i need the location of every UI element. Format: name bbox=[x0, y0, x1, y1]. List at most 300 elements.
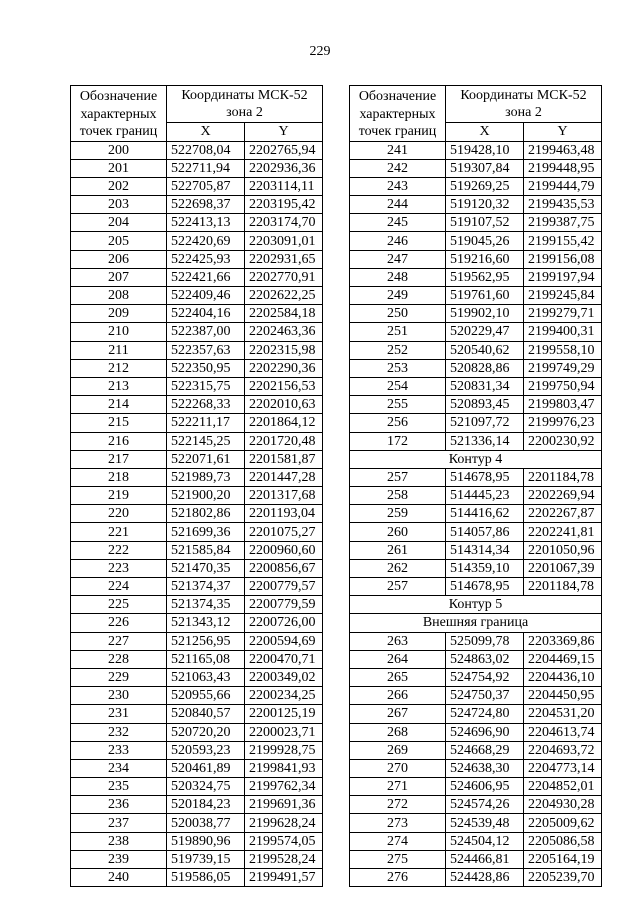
point-id-cell: 244 bbox=[350, 196, 446, 214]
point-id-cell: 220 bbox=[71, 505, 167, 523]
y-coordinate-cell: 2200349,02 bbox=[245, 668, 323, 686]
section-row bbox=[350, 596, 602, 614]
y-coordinate-cell: 2199574,05 bbox=[245, 832, 323, 850]
section-label: Контур 5 bbox=[350, 596, 602, 614]
y-coordinate-cell: 2201184,78 bbox=[524, 578, 602, 596]
point-id-cell: 248 bbox=[350, 268, 446, 286]
x-coordinate-cell: 524638,30 bbox=[446, 759, 524, 777]
y-coordinate-cell: 2203114,11 bbox=[245, 177, 323, 195]
x-coordinate-cell: 524696,90 bbox=[446, 723, 524, 741]
table-row bbox=[71, 778, 323, 796]
x-coordinate-cell: 514057,86 bbox=[446, 523, 524, 541]
point-id-cell: 254 bbox=[350, 377, 446, 395]
coord-system-line1: Координаты МСК-52 bbox=[460, 88, 587, 103]
x-coordinate-cell: 520540,62 bbox=[446, 341, 524, 359]
point-id-cell: 251 bbox=[350, 323, 446, 341]
y-coordinate-cell: 2200960,60 bbox=[245, 541, 323, 559]
x-coordinate-cell: 514678,95 bbox=[446, 468, 524, 486]
point-id-cell: 226 bbox=[71, 614, 167, 632]
table-row bbox=[71, 359, 323, 377]
x-coordinate-cell: 522711,94 bbox=[167, 159, 245, 177]
point-id-cell: 231 bbox=[71, 705, 167, 723]
point-id-cell: 234 bbox=[71, 759, 167, 777]
point-id-cell: 252 bbox=[350, 341, 446, 359]
x-coordinate-cell: 520593,23 bbox=[167, 741, 245, 759]
point-id-cell: 269 bbox=[350, 741, 446, 759]
point-id-cell: 216 bbox=[71, 432, 167, 450]
x-coordinate-cell: 524574,26 bbox=[446, 796, 524, 814]
table-row bbox=[350, 468, 602, 486]
y-coordinate-cell: 2203195,42 bbox=[245, 196, 323, 214]
x-coordinate-cell: 522705,87 bbox=[167, 177, 245, 195]
table-row bbox=[71, 377, 323, 395]
table-row bbox=[350, 268, 602, 286]
y-coordinate-cell: 2199387,75 bbox=[524, 214, 602, 232]
x-coordinate-cell: 519269,25 bbox=[446, 177, 524, 195]
table-row bbox=[350, 487, 602, 505]
table-row bbox=[71, 196, 323, 214]
table-row bbox=[350, 159, 602, 177]
x-coordinate-cell: 519216,60 bbox=[446, 250, 524, 268]
x-coordinate-cell: 522425,93 bbox=[167, 250, 245, 268]
table-row bbox=[350, 650, 602, 668]
point-id-cell: 270 bbox=[350, 759, 446, 777]
x-coordinate-cell: 521802,86 bbox=[167, 505, 245, 523]
y-coordinate-cell: 2199279,71 bbox=[524, 305, 602, 323]
y-column-header: Y bbox=[524, 122, 602, 141]
x-coordinate-cell: 519890,96 bbox=[167, 832, 245, 850]
table-row bbox=[350, 305, 602, 323]
x-coordinate-cell: 514416,62 bbox=[446, 505, 524, 523]
x-coordinate-cell: 519045,26 bbox=[446, 232, 524, 250]
y-coordinate-cell: 2203369,86 bbox=[524, 632, 602, 650]
y-coordinate-cell: 2201447,28 bbox=[245, 468, 323, 486]
x-coordinate-cell: 522071,61 bbox=[167, 450, 245, 468]
point-id-cell: 260 bbox=[350, 523, 446, 541]
x-coordinate-cell: 520828,86 bbox=[446, 359, 524, 377]
y-coordinate-cell: 2199448,95 bbox=[524, 159, 602, 177]
y-coordinate-cell: 2200234,25 bbox=[245, 687, 323, 705]
y-coordinate-cell: 2199156,08 bbox=[524, 250, 602, 268]
y-coordinate-cell: 2202267,87 bbox=[524, 505, 602, 523]
y-coordinate-cell: 2199463,48 bbox=[524, 141, 602, 159]
table-row bbox=[71, 268, 323, 286]
y-coordinate-cell: 2199803,47 bbox=[524, 396, 602, 414]
point-id-cell: 258 bbox=[350, 487, 446, 505]
header-label-line3: точек границ bbox=[79, 124, 158, 139]
table-row bbox=[71, 759, 323, 777]
x-coordinate-cell: 520840,57 bbox=[167, 705, 245, 723]
table-row bbox=[71, 668, 323, 686]
y-coordinate-cell: 2201184,78 bbox=[524, 468, 602, 486]
table-row bbox=[350, 668, 602, 686]
table-row bbox=[350, 287, 602, 305]
x-column-header: X bbox=[446, 122, 524, 141]
y-coordinate-cell: 2201864,12 bbox=[245, 414, 323, 432]
table-row bbox=[350, 687, 602, 705]
x-coordinate-cell: 524724,80 bbox=[446, 705, 524, 723]
x-coordinate-cell: 514678,95 bbox=[446, 578, 524, 596]
y-coordinate-cell: 2204531,20 bbox=[524, 705, 602, 723]
y-coordinate-cell: 2202931,65 bbox=[245, 250, 323, 268]
x-coordinate-cell: 519120,32 bbox=[446, 196, 524, 214]
point-id-cell: 241 bbox=[350, 141, 446, 159]
y-coordinate-cell: 2205086,58 bbox=[524, 832, 602, 850]
point-id-cell: 274 bbox=[350, 832, 446, 850]
x-coordinate-cell: 522708,04 bbox=[167, 141, 245, 159]
coordinate-system-header bbox=[167, 86, 323, 123]
table-row bbox=[350, 232, 602, 250]
y-coordinate-cell: 2201720,48 bbox=[245, 432, 323, 450]
table-row bbox=[71, 341, 323, 359]
point-id-cell: 225 bbox=[71, 596, 167, 614]
y-coordinate-cell: 2201075,27 bbox=[245, 523, 323, 541]
y-coordinate-cell: 2199976,23 bbox=[524, 414, 602, 432]
table-row bbox=[71, 414, 323, 432]
point-id-cell: 213 bbox=[71, 377, 167, 395]
point-id-cell: 229 bbox=[71, 668, 167, 686]
table-row bbox=[350, 432, 602, 450]
y-coordinate-cell: 2199197,94 bbox=[524, 268, 602, 286]
point-id-cell: 208 bbox=[71, 287, 167, 305]
y-coordinate-cell: 2202156,53 bbox=[245, 377, 323, 395]
point-id-cell: 172 bbox=[350, 432, 446, 450]
y-coordinate-cell: 2199628,24 bbox=[245, 814, 323, 832]
x-coordinate-cell: 522357,63 bbox=[167, 341, 245, 359]
x-coordinate-cell: 521374,35 bbox=[167, 596, 245, 614]
point-id-cell: 209 bbox=[71, 305, 167, 323]
x-coordinate-cell: 519761,60 bbox=[446, 287, 524, 305]
y-coordinate-cell: 2205009,62 bbox=[524, 814, 602, 832]
x-coordinate-cell: 520955,66 bbox=[167, 687, 245, 705]
x-coordinate-cell: 521336,14 bbox=[446, 432, 524, 450]
table-row bbox=[71, 578, 323, 596]
table-row bbox=[71, 505, 323, 523]
y-coordinate-cell: 2203091,01 bbox=[245, 232, 323, 250]
header-label-line1: Обозначение bbox=[79, 89, 158, 104]
y-coordinate-cell: 2199558,10 bbox=[524, 341, 602, 359]
coordinates-table-left bbox=[70, 85, 323, 887]
table-row bbox=[350, 705, 602, 723]
point-id-cell: 201 bbox=[71, 159, 167, 177]
table-row bbox=[71, 705, 323, 723]
point-id-cell: 219 bbox=[71, 487, 167, 505]
y-coordinate-cell: 2202770,91 bbox=[245, 268, 323, 286]
table-row bbox=[71, 450, 323, 468]
table-row bbox=[71, 468, 323, 486]
point-id-cell: 204 bbox=[71, 214, 167, 232]
table-row bbox=[71, 850, 323, 868]
table-row bbox=[71, 832, 323, 850]
point-id-cell: 206 bbox=[71, 250, 167, 268]
x-coordinate-cell: 522211,17 bbox=[167, 414, 245, 432]
header-label-line2: характерных bbox=[80, 106, 157, 122]
table-row bbox=[350, 414, 602, 432]
point-id-cell: 275 bbox=[350, 850, 446, 868]
x-coordinate-cell: 522409,46 bbox=[167, 287, 245, 305]
y-coordinate-cell: 2202765,94 bbox=[245, 141, 323, 159]
point-id-cell: 242 bbox=[350, 159, 446, 177]
x-coordinate-cell: 524428,86 bbox=[446, 869, 524, 887]
x-coordinate-cell: 521470,35 bbox=[167, 559, 245, 577]
y-coordinate-cell: 2201050,96 bbox=[524, 541, 602, 559]
point-id-cell: 232 bbox=[71, 723, 167, 741]
header-label-line2: характерных bbox=[359, 106, 436, 122]
table-row bbox=[71, 687, 323, 705]
y-coordinate-cell: 2200023,71 bbox=[245, 723, 323, 741]
y-coordinate-cell: 2204436,10 bbox=[524, 668, 602, 686]
y-coordinate-cell: 2199155,42 bbox=[524, 232, 602, 250]
coord-system-line1: Координаты МСК-52 bbox=[181, 88, 308, 103]
table-row bbox=[350, 341, 602, 359]
x-coordinate-cell: 519428,10 bbox=[446, 141, 524, 159]
x-coordinate-cell: 522698,37 bbox=[167, 196, 245, 214]
x-coordinate-cell: 514359,10 bbox=[446, 559, 524, 577]
point-id-cell: 265 bbox=[350, 668, 446, 686]
x-coordinate-cell: 524466,81 bbox=[446, 850, 524, 868]
table-row bbox=[71, 432, 323, 450]
table-row bbox=[350, 814, 602, 832]
point-id-cell: 273 bbox=[350, 814, 446, 832]
x-coordinate-cell: 524668,29 bbox=[446, 741, 524, 759]
x-coordinate-cell: 520038,77 bbox=[167, 814, 245, 832]
point-id-cell: 247 bbox=[350, 250, 446, 268]
x-coordinate-cell: 519107,52 bbox=[446, 214, 524, 232]
table-row bbox=[71, 141, 323, 159]
point-id-cell: 239 bbox=[71, 850, 167, 868]
table-row bbox=[350, 796, 602, 814]
point-label-header bbox=[350, 86, 446, 142]
table-row bbox=[71, 741, 323, 759]
table-row bbox=[350, 741, 602, 759]
y-coordinate-cell: 2199762,34 bbox=[245, 778, 323, 796]
table-row bbox=[71, 523, 323, 541]
point-id-cell: 253 bbox=[350, 359, 446, 377]
point-id-cell: 205 bbox=[71, 232, 167, 250]
point-id-cell: 212 bbox=[71, 359, 167, 377]
y-coordinate-cell: 2200230,92 bbox=[524, 432, 602, 450]
y-coordinate-cell: 2202315,98 bbox=[245, 341, 323, 359]
point-id-cell: 257 bbox=[350, 468, 446, 486]
point-id-cell: 217 bbox=[71, 450, 167, 468]
table-row bbox=[71, 323, 323, 341]
y-coordinate-cell: 2201193,04 bbox=[245, 505, 323, 523]
point-id-cell: 228 bbox=[71, 650, 167, 668]
y-coordinate-cell: 2200779,57 bbox=[245, 578, 323, 596]
x-coordinate-cell: 522268,33 bbox=[167, 396, 245, 414]
x-coordinate-cell: 520893,45 bbox=[446, 396, 524, 414]
x-coordinate-cell: 520831,34 bbox=[446, 377, 524, 395]
point-id-cell: 238 bbox=[71, 832, 167, 850]
point-id-cell: 264 bbox=[350, 650, 446, 668]
point-id-cell: 267 bbox=[350, 705, 446, 723]
y-coordinate-cell: 2201317,68 bbox=[245, 487, 323, 505]
table-row bbox=[71, 232, 323, 250]
table-row bbox=[350, 723, 602, 741]
point-id-cell: 257 bbox=[350, 578, 446, 596]
x-coordinate-cell: 521165,08 bbox=[167, 650, 245, 668]
y-coordinate-cell: 2202241,81 bbox=[524, 523, 602, 541]
point-id-cell: 203 bbox=[71, 196, 167, 214]
y-coordinate-cell: 2199245,84 bbox=[524, 287, 602, 305]
coordinate-system-header bbox=[446, 86, 602, 123]
table-row bbox=[71, 614, 323, 632]
y-coordinate-cell: 2200470,71 bbox=[245, 650, 323, 668]
point-id-cell: 207 bbox=[71, 268, 167, 286]
table-row bbox=[350, 632, 602, 650]
y-coordinate-cell: 2204930,28 bbox=[524, 796, 602, 814]
y-coordinate-cell: 2200779,59 bbox=[245, 596, 323, 614]
table-row bbox=[350, 869, 602, 887]
x-coordinate-cell: 519586,05 bbox=[167, 869, 245, 887]
header-label-line1: Обозначение bbox=[358, 89, 437, 104]
point-id-cell: 261 bbox=[350, 541, 446, 559]
x-coordinate-cell: 520461,89 bbox=[167, 759, 245, 777]
point-id-cell: 214 bbox=[71, 396, 167, 414]
x-coordinate-cell: 524504,12 bbox=[446, 832, 524, 850]
point-id-cell: 266 bbox=[350, 687, 446, 705]
table-row bbox=[350, 505, 602, 523]
table-row bbox=[71, 396, 323, 414]
point-id-cell: 246 bbox=[350, 232, 446, 250]
table-row bbox=[71, 814, 323, 832]
y-coordinate-cell: 2200125,19 bbox=[245, 705, 323, 723]
point-id-cell: 262 bbox=[350, 559, 446, 577]
x-coordinate-cell: 522350,95 bbox=[167, 359, 245, 377]
y-coordinate-cell: 2201581,87 bbox=[245, 450, 323, 468]
y-coordinate-cell: 2199400,31 bbox=[524, 323, 602, 341]
point-id-cell: 236 bbox=[71, 796, 167, 814]
y-coordinate-cell: 2205239,70 bbox=[524, 869, 602, 887]
y-coordinate-cell: 2202936,36 bbox=[245, 159, 323, 177]
table-row bbox=[350, 196, 602, 214]
y-coordinate-cell: 2201067,39 bbox=[524, 559, 602, 577]
x-coordinate-cell: 521900,20 bbox=[167, 487, 245, 505]
point-id-cell: 249 bbox=[350, 287, 446, 305]
y-coordinate-cell: 2199928,75 bbox=[245, 741, 323, 759]
x-coordinate-cell: 521374,37 bbox=[167, 578, 245, 596]
point-id-cell: 230 bbox=[71, 687, 167, 705]
y-coordinate-cell: 2199528,24 bbox=[245, 850, 323, 868]
point-id-cell: 237 bbox=[71, 814, 167, 832]
point-id-cell: 224 bbox=[71, 578, 167, 596]
x-coordinate-cell: 521585,84 bbox=[167, 541, 245, 559]
table-row bbox=[350, 523, 602, 541]
section-label: Внешняя граница bbox=[350, 614, 602, 632]
x-coordinate-cell: 522387,00 bbox=[167, 323, 245, 341]
table-row bbox=[71, 596, 323, 614]
table-row bbox=[350, 850, 602, 868]
y-coordinate-cell: 2202010,63 bbox=[245, 396, 323, 414]
table-row bbox=[71, 650, 323, 668]
point-id-cell: 240 bbox=[71, 869, 167, 887]
point-id-cell: 200 bbox=[71, 141, 167, 159]
x-coordinate-cell: 519739,15 bbox=[167, 850, 245, 868]
y-coordinate-cell: 2204852,01 bbox=[524, 778, 602, 796]
y-coordinate-cell: 2199750,94 bbox=[524, 377, 602, 395]
x-coordinate-cell: 524863,02 bbox=[446, 650, 524, 668]
point-id-cell: 235 bbox=[71, 778, 167, 796]
point-id-cell: 250 bbox=[350, 305, 446, 323]
point-id-cell: 221 bbox=[71, 523, 167, 541]
table-row bbox=[350, 141, 602, 159]
x-coordinate-cell: 521699,36 bbox=[167, 523, 245, 541]
table-row bbox=[350, 541, 602, 559]
x-coordinate-cell: 521343,12 bbox=[167, 614, 245, 632]
table-row bbox=[71, 159, 323, 177]
table-row bbox=[71, 287, 323, 305]
y-coordinate-cell: 2199749,29 bbox=[524, 359, 602, 377]
y-coordinate-cell: 2203174,70 bbox=[245, 214, 323, 232]
page-number: 229 bbox=[309, 44, 331, 59]
table-row bbox=[71, 869, 323, 887]
x-coordinate-cell: 524750,37 bbox=[446, 687, 524, 705]
table-row bbox=[350, 559, 602, 577]
x-coordinate-cell: 522145,25 bbox=[167, 432, 245, 450]
x-coordinate-cell: 514314,34 bbox=[446, 541, 524, 559]
y-coordinate-cell: 2204450,95 bbox=[524, 687, 602, 705]
y-coordinate-cell: 2200856,67 bbox=[245, 559, 323, 577]
x-coordinate-cell: 524539,48 bbox=[446, 814, 524, 832]
header-row bbox=[350, 86, 602, 123]
table-row bbox=[350, 396, 602, 414]
x-coordinate-cell: 519562,95 bbox=[446, 268, 524, 286]
x-column-header: X bbox=[167, 122, 245, 141]
x-coordinate-cell: 519307,84 bbox=[446, 159, 524, 177]
x-coordinate-cell: 525099,78 bbox=[446, 632, 524, 650]
table-row bbox=[71, 541, 323, 559]
y-coordinate-cell: 2204773,14 bbox=[524, 759, 602, 777]
table-row bbox=[71, 487, 323, 505]
section-row bbox=[350, 614, 602, 632]
x-coordinate-cell: 514445,23 bbox=[446, 487, 524, 505]
x-coordinate-cell: 521989,73 bbox=[167, 468, 245, 486]
point-id-cell: 245 bbox=[350, 214, 446, 232]
x-coordinate-cell: 521063,43 bbox=[167, 668, 245, 686]
x-coordinate-cell: 520229,47 bbox=[446, 323, 524, 341]
header-row bbox=[71, 86, 323, 123]
table-row bbox=[350, 323, 602, 341]
y-coordinate-cell: 2202290,36 bbox=[245, 359, 323, 377]
x-coordinate-cell: 522421,66 bbox=[167, 268, 245, 286]
x-coordinate-cell: 520720,20 bbox=[167, 723, 245, 741]
x-coordinate-cell: 519902,10 bbox=[446, 305, 524, 323]
x-coordinate-cell: 520324,75 bbox=[167, 778, 245, 796]
table-row bbox=[71, 723, 323, 741]
point-id-cell: 211 bbox=[71, 341, 167, 359]
section-row bbox=[350, 450, 602, 468]
point-id-cell: 233 bbox=[71, 741, 167, 759]
y-coordinate-cell: 2200594,69 bbox=[245, 632, 323, 650]
y-coordinate-cell: 2204469,15 bbox=[524, 650, 602, 668]
y-coordinate-cell: 2199491,57 bbox=[245, 869, 323, 887]
y-coordinate-cell: 2199444,79 bbox=[524, 177, 602, 195]
y-coordinate-cell: 2202584,18 bbox=[245, 305, 323, 323]
point-id-cell: 227 bbox=[71, 632, 167, 650]
point-id-cell: 256 bbox=[350, 414, 446, 432]
y-coordinate-cell: 2202463,36 bbox=[245, 323, 323, 341]
table-row bbox=[71, 559, 323, 577]
table-row bbox=[350, 377, 602, 395]
section-label: Контур 4 bbox=[350, 450, 602, 468]
point-label-header bbox=[71, 86, 167, 142]
y-coordinate-cell: 2204693,72 bbox=[524, 741, 602, 759]
point-id-cell: 259 bbox=[350, 505, 446, 523]
point-id-cell: 243 bbox=[350, 177, 446, 195]
header-label-line3: точек границ bbox=[358, 124, 437, 139]
y-coordinate-cell: 2205164,19 bbox=[524, 850, 602, 868]
x-coordinate-cell: 522420,69 bbox=[167, 232, 245, 250]
